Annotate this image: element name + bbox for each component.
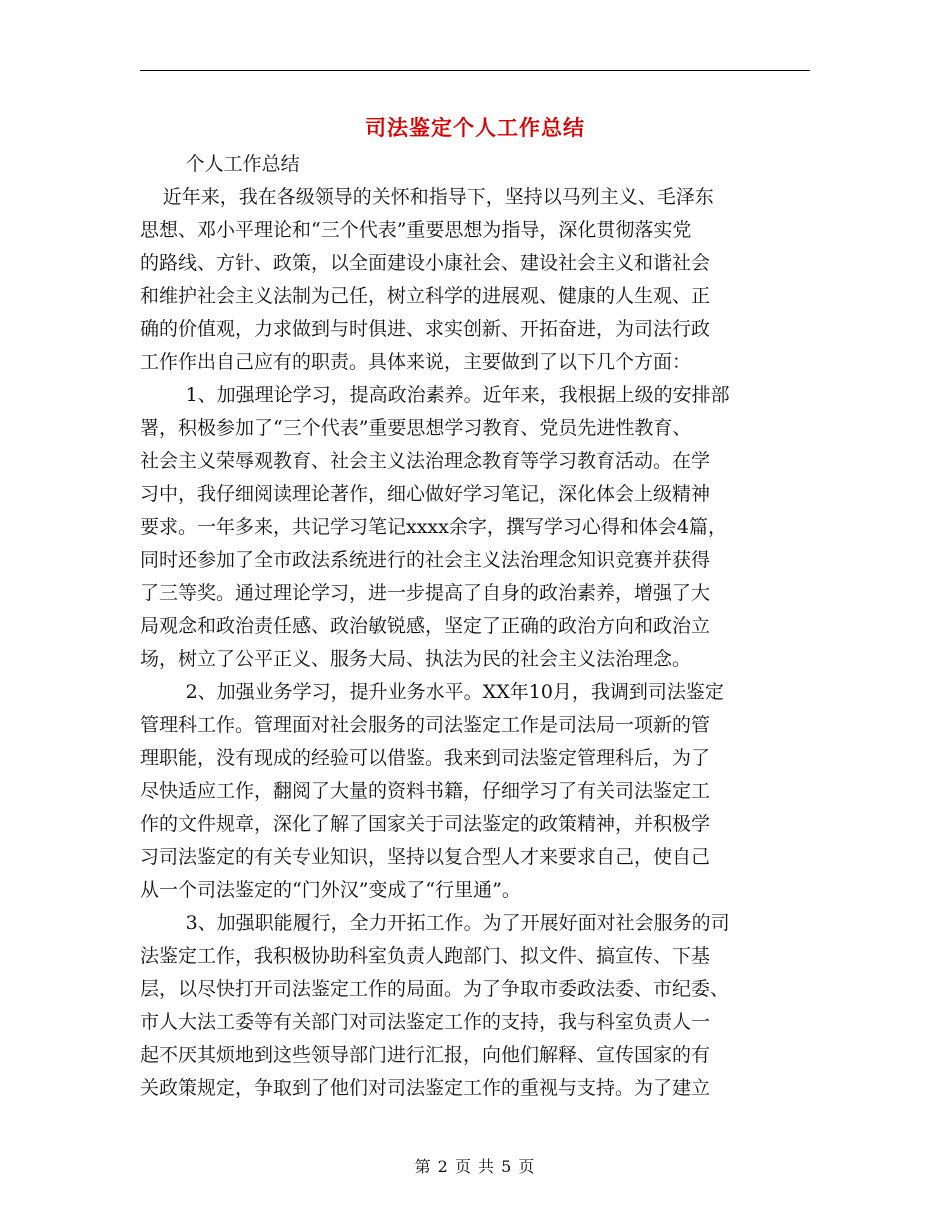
body-line: 2、加强业务学习，提升业务水平。XX年10月，我调到司法鉴定 <box>185 681 724 703</box>
body-line: 法鉴定工作，我积极协助科室负责人跑部门、拟文件、搞宣传、下基 <box>140 945 711 967</box>
body-line: 局观念和政治责任感、政治敏锐感，坚定了正确的政治方向和政治立 <box>140 615 711 637</box>
body-line: 关政策规定，争取到了他们对司法鉴定工作的重视与支持。为了建立 <box>140 1077 711 1099</box>
body-line: 要求。一年多来，共记学习笔记xxxx余字，撰写学习心得和体会4篇， <box>140 516 727 538</box>
body-line: 起不厌其烦地到这些领导部门进行汇报，向他们解释、宣传国家的有 <box>140 1044 711 1066</box>
body-line: 3、加强职能履行，全力开拓工作。为了开展好面对社会服务的司 <box>185 912 730 934</box>
body-line: 了三等奖。通过理论学习，进一步提高了自身的政治素养，增强了大 <box>140 582 711 604</box>
body-line: 的路线、方针、政策，以全面建设小康社会、建设社会主义和谐社会 <box>140 252 711 274</box>
body-line: 从一个司法鉴定的“门外汉”变成了“行里通”。 <box>140 879 521 901</box>
body-line: 习中，我仔细阅读理论著作，细心做好学习笔记，深化体会上级精神 <box>140 483 711 505</box>
body-line: 市人大法工委等有关部门对司法鉴定工作的支持，我与科室负责人一 <box>140 1011 711 1033</box>
body-line: 尽快适应工作，翻阅了大量的资料书籍，仔细学习了有关司法鉴定工 <box>140 780 711 802</box>
document-title: 司法鉴定个人工作总结 <box>365 115 585 140</box>
body-line: 场，树立了公平正义、服务大局、执法为民的社会主义法治理念。 <box>140 648 692 670</box>
body-line: 工作作出自己应有的职责。具体来说，主要做到了以下几个方面： <box>140 351 692 373</box>
page-number: 第 2 页 共 5 页 <box>414 1157 536 1176</box>
body-line: 作的文件规章，深化了解了国家关于司法鉴定的政策精神，并积极学 <box>140 813 711 835</box>
body-line: 管理科工作。管理面对社会服务的司法鉴定工作是司法局一项新的管 <box>140 714 711 736</box>
body-line: 确的价值观，力求做到与时俱进、求实创新、开拓奋进，为司法行政 <box>140 318 711 340</box>
body-line: 近年来，我在各级领导的关怀和指导下，坚持以马列主义、毛泽东 <box>162 186 714 208</box>
header-rule <box>140 70 810 71</box>
body-line: 习司法鉴定的有关专业知识，坚持以复合型人才来要求自己，使自己 <box>140 846 711 868</box>
body-line: 同时还参加了全市政法系统进行的社会主义法治理念知识竞赛并获得 <box>140 549 711 571</box>
body-line: 层，以尽快打开司法鉴定工作的局面。为了争取市委政法委、市纪委、 <box>140 978 730 1000</box>
body-line: 和维护社会主义法制为己任，树立科学的进展观、健康的人生观、正 <box>140 285 711 307</box>
body-line: 1、加强理论学习，提高政治素养。近年来，我根据上级的安排部 <box>185 384 730 406</box>
body-line: 思想、邓小平理论和“三个代表”重要思想为指导，深化贯彻落实党 <box>140 219 692 241</box>
body-line: 理职能，没有现成的经验可以借鉴。我来到司法鉴定管理科后，为了 <box>140 747 711 769</box>
document-body <box>140 148 810 1105</box>
body-line: 个人工作总结 <box>185 153 300 175</box>
body-line: 社会主义荣辱观教育、社会主义法治理念教育等学习教育活动。在学 <box>140 450 711 472</box>
body-line: 署，积极参加了“三个代表”重要思想学习教育、党员先进性教育、 <box>140 417 692 439</box>
